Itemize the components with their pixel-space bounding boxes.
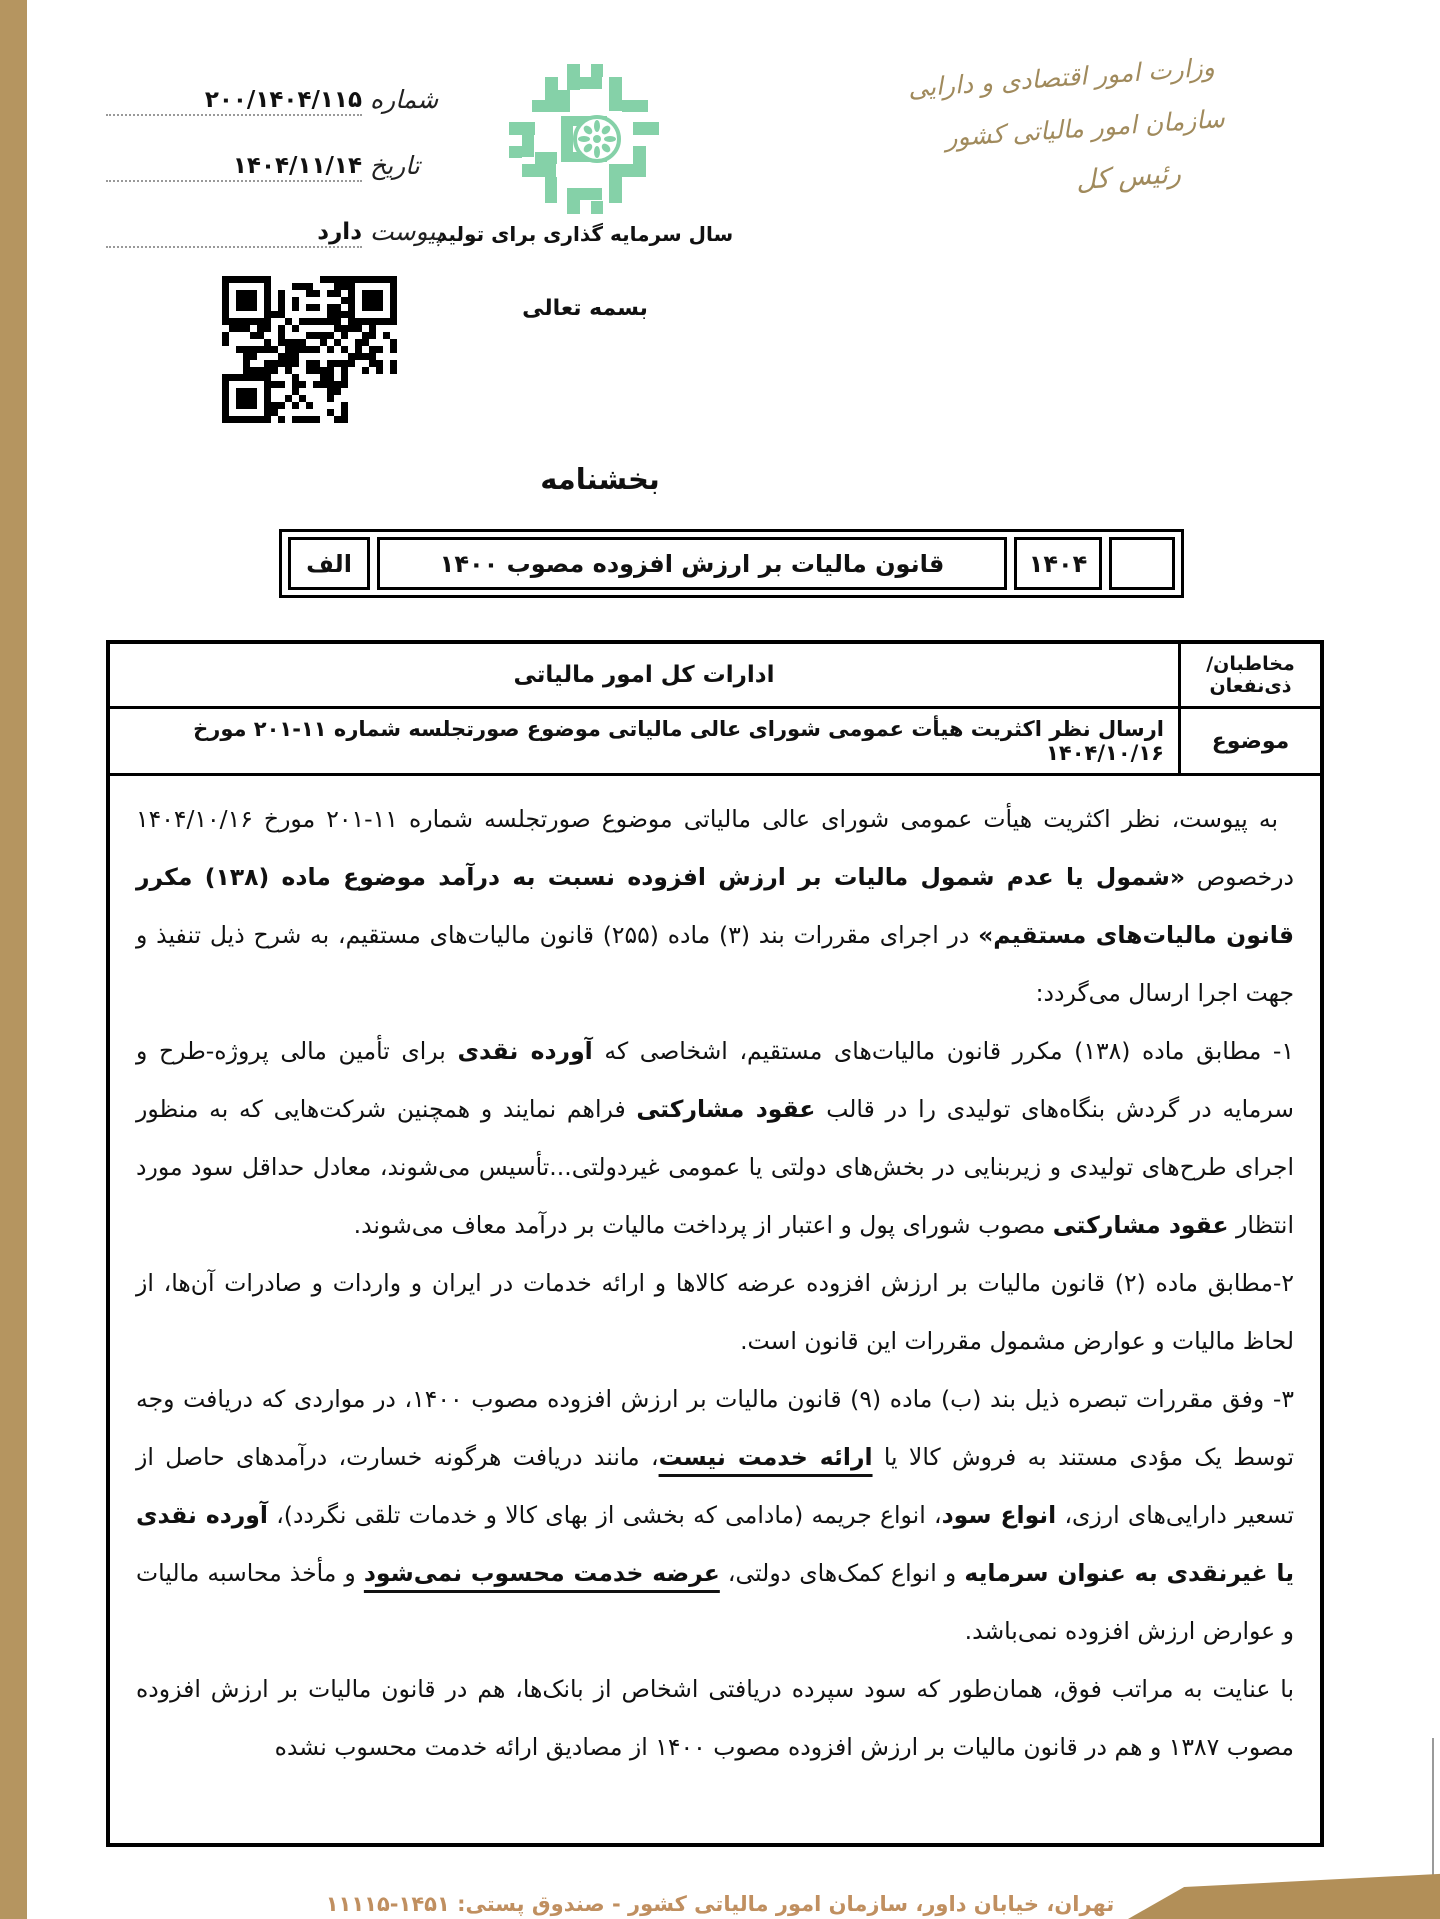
circular-table [106, 640, 1324, 1847]
paper-edge-right [1432, 1738, 1434, 1888]
ministry-line-1: وزارت امور اقتصادی و دارایی [907, 52, 1216, 103]
ministry-line-3: رئیس کل [1074, 158, 1182, 197]
meta-row-number [106, 70, 466, 116]
doc-type-heading: بخشنامه [540, 462, 660, 496]
tax-administration-logo-icon [505, 60, 663, 218]
table-row-subject [110, 709, 1320, 776]
paper-corner-fold [1128, 1872, 1440, 1919]
recipients-value: ادارات کل امور مالیاتی [513, 662, 775, 688]
meta-dotted-line [106, 200, 362, 248]
subject-label: موضوع [1178, 709, 1320, 773]
letter-attachment-value: دارد [317, 219, 362, 245]
letterhead-ministry [895, 41, 1235, 220]
letter-date-value: ۱۴۰۴/۱۱/۱۴ [232, 153, 362, 179]
logo-svg [505, 60, 663, 218]
letter-number-value: ۲۰۰/۱۴۰۴/۱۱۵ [204, 87, 362, 113]
body-paragraphs: به پیوست، نظر اکثریت هیأت عمومی شورای عالی مالیاتی موضوع صورتجلسه شماره ۱۱-۲۰۱ مورخ ۱۴۰۴/۱۰/۱۶ درخصوص «شمول یا عدم شمول مالیات بر ارزش افزوده نسبت به درآمد موضوع ماده (۱۳۸) مکرر قانون مالیات‌های مستقیم» در اجرای مقررات بند (۳) ماده (۲۵۵) قانون مالیات‌های مستقیم، به شرح ذیل تنفیذ و جهت اجرا ارسال می‌گردد: ۱- مطابق ماده (۱۳۸) مکرر قانون مالیات‌های مستقیم، اشخاصی که آورده نقدی برای تأمین مالی پروژه-طرح و سرمایه در گردش بنگاه‌های تولیدی را در قالب عقود مشارکتی فراهم نمایند و همچنین شرکت‌هایی که به منظور اجرای طرح‌های تولیدی و زیربنایی در بخش‌های دولتی یا عمومی غیردولتی...تأسیس می‌شوند، معادل حداقل سود مورد انتظار عقود مشارکتی مصوب شورای پول و اعتبار از پرداخت مالیات بر درآمد معاف می‌شوند. ۲-مطابق ماده (۲) قانون مالیات بر ارزش افزوده عرضه کالاها و ارائه خدمات در ایران و واردات و صادرات آن‌ها، از لحاظ مالیات و عوارض مشمول مقررات این قانون است. ۳- وفق مقررات تبصره ذیل بند (ب) ماده (۹) قانون مالیات بر ارزش افزوده مصوب ۱۴۰۰، در مواردی که دریافت وجه توسط یک مؤدی مستند به فروش کالا یا ارائه خدمت نیست، مانند دریافت هرگونه خسارت، درآمدهای حاصل از تسعیر دارایی‌های ارزی، انواع سود، انواع جریمه (مادامی که بخشی از بهای کالا و خدمات تلقی نگردد)، آورده نقدی یا غیرنقدی به عنوان سرمایه و انواع کمک‌های دولتی، عرضه خدمت محسوب نمی‌شود و مأخذ محاسبه مالیات و عوارض ارزش افزوده نمی‌باشد. با عنایت به مراتب فوق، همان‌طور که سود سپرده دریافتی اشخاص از بانک‌ها، هم در قانون مالیات بر ارزش افزوده مصوب ۱۳۸۷ و هم در قانون مالیات بر ارزش افزوده مصوب ۱۴۰۰ از مصادیق ارائه خدمت محسوب نشده [136, 805, 1295, 1761]
classification-bar [279, 529, 1184, 598]
footer-address: تهران، خیابان داور، سازمان امور مالیاتی کشور - صندوق پستی: ۱۴۵۱-۱۱۱۱۵ [325, 1892, 1115, 1916]
meta-label-date: تاریخ [370, 151, 420, 180]
classification-box-alef: الف [288, 537, 370, 590]
table-row-recipients [110, 644, 1320, 709]
ministry-line-2: سازمان امور مالیاتی کشور [944, 103, 1226, 153]
classification-box-year: ۱۴۰۴ [1014, 537, 1102, 590]
classification-box-law-title: قانون مالیات بر ارزش افزوده مصوب ۱۴۰۰ [377, 537, 1007, 590]
meta-dotted-line [106, 134, 362, 182]
meta-row-date [106, 136, 466, 182]
basmala: بسمه تعالی [522, 296, 648, 321]
recipients-label: مخاطبان/ذی‌نفعان [1178, 644, 1320, 706]
qr-code [222, 276, 397, 426]
classification-box-empty [1109, 537, 1175, 590]
year-slogan: سال سرمایه گذاری برای تولید [436, 222, 734, 246]
subject-value: ارسال نظر اکثریت هیأت عمومی شورای عالی مالیاتی موضوع صورتجلسه شماره ۱۱-۲۰۱ مورخ ۱۴۰۴/۱۰/۱۶ [193, 717, 1164, 765]
meta-label-attachment: پیوست [370, 217, 443, 246]
paper-edge-left [0, 0, 27, 1919]
meta-label-number: شماره [370, 85, 439, 114]
meta-dotted-line [106, 68, 362, 116]
